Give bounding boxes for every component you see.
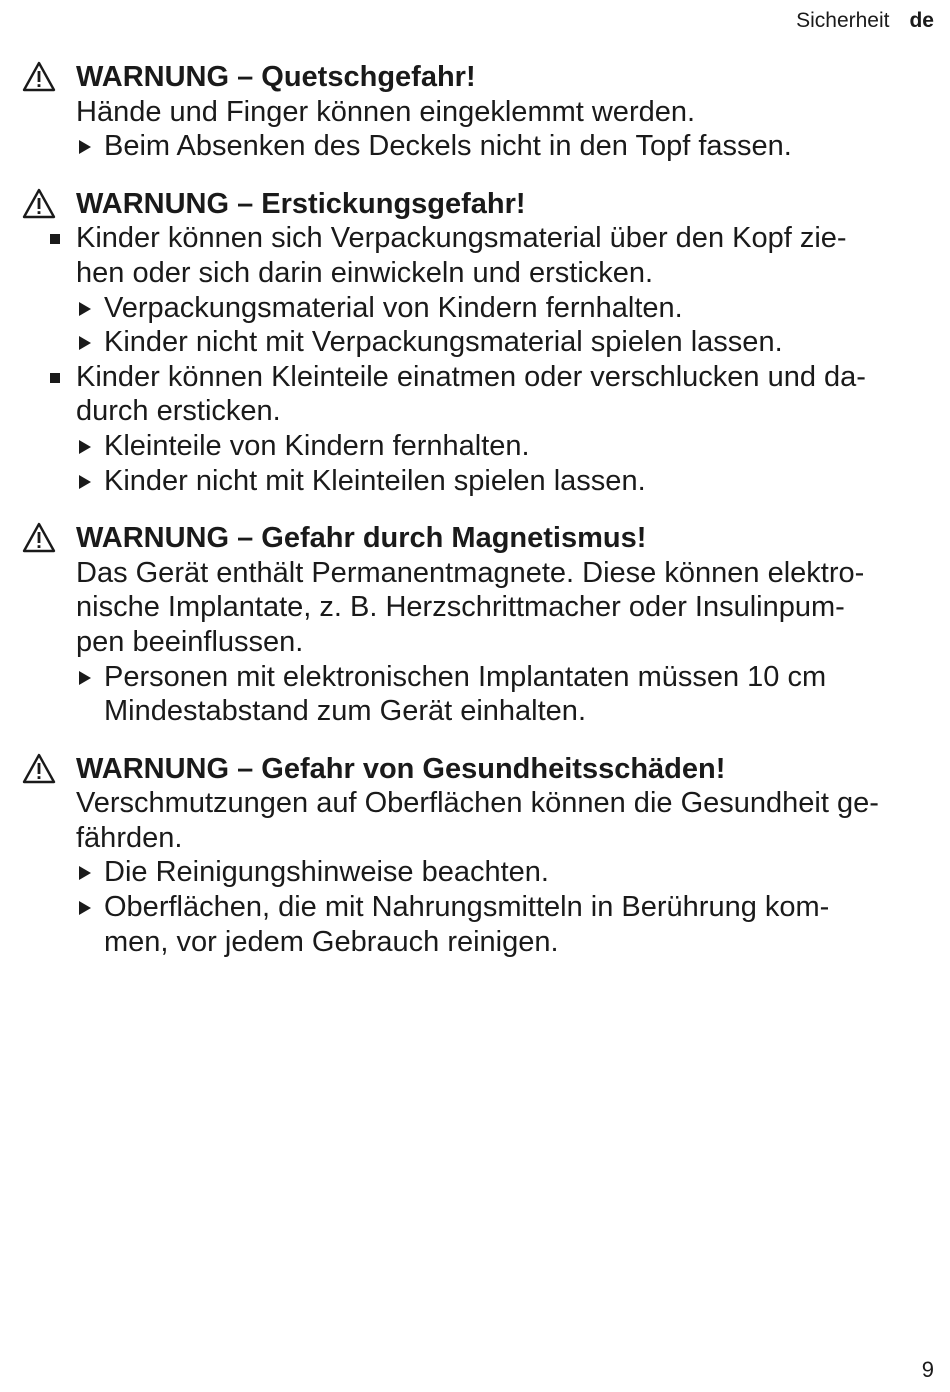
warning-magnetism-hazard [22, 521, 932, 729]
step-text: Kinder nicht mit Verpackungsmaterial spielen lassen. [104, 326, 783, 359]
section-title: Sicherheit [796, 9, 890, 32]
step-arrow-icon [79, 866, 91, 880]
step-arrow-icon [79, 440, 91, 454]
step-text: Verpackungsmaterial von Kindern fernhalten. [104, 291, 683, 324]
step-text: Die Reinigungshinweise beachten. [104, 856, 549, 889]
action-step [22, 464, 932, 499]
warning-triangle-icon [22, 522, 56, 553]
warning-title: WARNUNG – Gefahr durch Magnetismus! [76, 522, 647, 555]
warning-text-line: fährden. [76, 821, 183, 854]
action-step-continuation [22, 925, 932, 960]
list-item [22, 360, 932, 395]
warning-triangle-icon [22, 188, 56, 219]
warning-triangle-icon [22, 61, 56, 92]
step-arrow-icon [79, 671, 91, 685]
action-step [22, 855, 932, 890]
warning-text-line: Das Gerät enthält Permanentmagnete. Diese können elektro- [76, 556, 865, 589]
warning-title: WARNUNG – Quetschgefahr! [76, 61, 476, 93]
action-step [22, 890, 932, 925]
warning-heading [22, 521, 932, 556]
warning-heading [22, 60, 932, 95]
step-arrow-icon [79, 140, 91, 154]
warning-title: WARNUNG – Erstickungsgefahr! [76, 187, 526, 220]
step-text: Kleinteile von Kindern fernhalten. [104, 429, 530, 462]
warning-title: WARNUNG – Gefahr von Gesundheitsschäden! [76, 752, 726, 785]
action-step [22, 660, 932, 695]
step-arrow-icon [79, 901, 91, 915]
action-step [22, 291, 932, 326]
step-text: Mindestabstand zum Gerät einhalten. [104, 695, 586, 728]
warning-heading [22, 752, 932, 787]
step-arrow-icon [79, 302, 91, 316]
step-arrow-icon [79, 336, 91, 350]
step-text: Kinder nicht mit Kleinteilen spielen lassen. [104, 464, 646, 497]
list-item [22, 221, 932, 256]
warning-triangle-icon [22, 753, 56, 784]
step-text: men, vor jedem Gebrauch reinigen. [104, 925, 559, 958]
warning-text: Hände und Finger können eingeklemmt werden. [76, 95, 696, 128]
action-step [22, 325, 932, 360]
warning-text-line: nische Implantate, z. B. Herzschrittmacher oder Insulinpum- [76, 591, 845, 624]
warning-health-hazard [22, 752, 932, 960]
bullet-square-icon [50, 234, 60, 244]
warning-suffocation-hazard [22, 187, 932, 498]
warning-text-line: pen beeinflussen. [76, 625, 304, 658]
action-step-continuation [22, 694, 932, 729]
page-header [796, 7, 934, 35]
bullet-text-line: durch ersticken. [76, 395, 281, 428]
safety-content [22, 60, 932, 982]
action-step [22, 429, 932, 464]
bullet-text-line: hen oder sich darin einwickeln und ersticken. [76, 256, 654, 289]
step-text: Personen mit elektronischen Implantaten müssen 10 cm [104, 660, 827, 693]
bullet-text-line: Kinder können Kleinteile einatmen oder verschlucken und da- [76, 360, 866, 393]
step-arrow-icon [79, 475, 91, 489]
warning-text-line: Verschmutzungen auf Oberflächen können die Gesundheit ge- [76, 787, 879, 820]
bullet-text-line: Kinder können sich Verpackungsmaterial über den Kopf zie- [76, 222, 847, 255]
action-step [22, 129, 932, 164]
step-text: Beim Absenken des Deckels nicht in den Topf fassen. [104, 130, 792, 163]
warning-crush-hazard [22, 60, 932, 164]
step-text: Oberflächen, die mit Nahrungsmitteln in Berührung kom- [104, 891, 830, 924]
page-number: 9 [921, 1357, 934, 1382]
bullet-square-icon [50, 373, 60, 383]
warning-heading [22, 187, 932, 222]
language-code: de [909, 9, 934, 32]
